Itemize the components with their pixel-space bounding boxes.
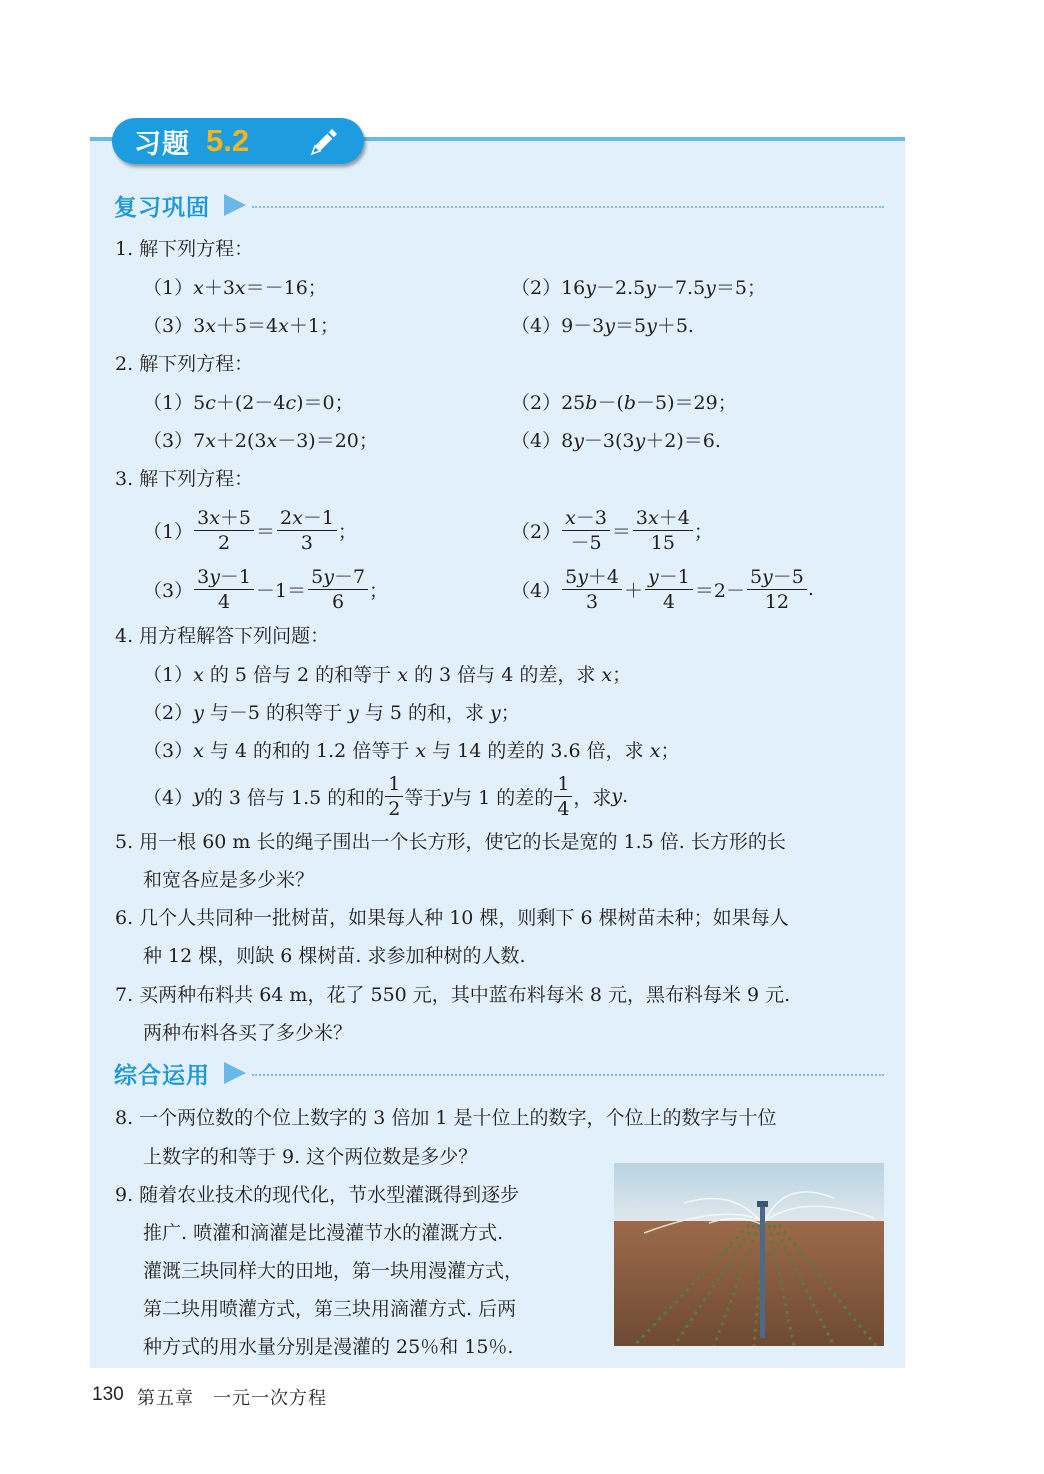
problem-2-1: （1）5c＋(2－4c)＝0；	[143, 392, 354, 414]
section-review	[114, 187, 884, 223]
problem-3-1: （1） $\frac{3x+5}{2}$ ＝ $\frac{2x-1}{3}$ ；	[143, 506, 357, 554]
fraction: $\frac{3x+4}{15}$	[633, 506, 693, 555]
section-apply	[114, 1055, 884, 1091]
problem-4-1: （1）x 的 5 倍与 2 的和等于 x 的 3 倍与 4 的差，求 x；	[143, 664, 632, 686]
triangle-arrow-icon	[224, 194, 246, 216]
problem-4-2: （2）y 与－5 的积等于 y 与 5 的和，求 y；	[143, 702, 520, 724]
pencil-icon	[306, 124, 342, 160]
page-number: 130	[92, 1384, 124, 1405]
problem-6-line-2: 种 12 棵，则缺 6 棵树苗. 求参加种树的人数.	[143, 945, 526, 967]
fraction: $\frac{1}{4}$	[554, 772, 572, 821]
problem-2-2: （2）25b－(b－5)＝29；	[511, 392, 737, 414]
problem-8-line-2: 上数字的和等于 9. 这个两位数是多少？	[143, 1146, 478, 1168]
chapter-title: 第五章 一元一次方程	[137, 1388, 327, 1409]
fraction: $\frac{5y+4}{3}$	[562, 565, 622, 614]
exercise-title-tab	[112, 118, 364, 164]
problem-3-3: （3） $\frac{3y-1}{4}$ －1＝ $\frac{5y-7}{6}$ ；	[143, 565, 389, 613]
problem-6-line-1: 6. 几个人共同种一批树苗，如果每人种 10 棵，则剩下 6 棵树苗未种；如果每人	[115, 907, 789, 929]
problem-1-2: （2）16y－2.5y－7.5y＝5；	[511, 277, 766, 299]
problem-9-line-5: 种方式的用水量分别是漫灌的 25％和 15％.	[143, 1336, 514, 1358]
fraction: $\frac{x-3}{-5}$	[562, 506, 610, 555]
problem-5-line-2: 和宽各应是多少米？	[143, 869, 315, 891]
problem-1-stem: 1. 解下列方程：	[115, 238, 254, 260]
problem-1-4: （4）9－3y＝5y＋5.	[511, 315, 694, 337]
fraction: $\frac{5y-7}{6}$	[308, 565, 368, 614]
sprinkler-irrigation-photo	[614, 1163, 884, 1346]
fraction: $\frac{2x-1}{3}$	[277, 506, 337, 555]
problem-1-3: （3）3x＋5＝4x＋1；	[143, 315, 339, 337]
problem-7-line-2: 两种布料各买了多少米？	[143, 1022, 353, 1044]
problem-9-line-1: 9. 随着农业技术的现代化，节水型灌溉得到逐步	[115, 1184, 520, 1206]
problem-5-line-1: 5. 用一根 60 m 长的绳子围出一个长方形，使它的长是宽的 1.5 倍. 长方形的长	[115, 831, 786, 853]
fraction: $\frac{3y-1}{4}$	[194, 565, 254, 614]
dotted-rule	[252, 206, 884, 208]
problem-4-3: （3）x 与 4 的和的 1.2 倍等于 x 与 14 的差的 3.6 倍，求 x；	[143, 740, 680, 762]
problem-4-4: （4） y 的 3 倍与 1.5 的和的 $\frac{1}{2}$ 等于 y 与 1 的差的 $\frac{1}{4}$ ，求 y .	[143, 772, 629, 820]
dotted-rule	[252, 1074, 884, 1076]
fraction: $\frac{y-1}{4}$	[645, 565, 693, 614]
section-review-label: 复习巩固	[114, 194, 210, 221]
problem-4-stem: 4. 用方程解答下列问题：	[115, 625, 330, 647]
problem-2-3: （3）7x＋2(3x－3)＝20；	[143, 430, 378, 452]
section-apply-label: 综合运用	[114, 1062, 210, 1089]
problem-1-1: （1）x＋3x＝－16；	[143, 277, 327, 299]
problem-9-line-3: 灌溉三块同样大的田地，第一块用漫灌方式，	[143, 1260, 524, 1282]
problem-8-line-1: 8. 一个两位数的个位上数字的 3 倍加 1 是十位上的数字，个位上的数字与十位	[115, 1107, 777, 1129]
exercise-title-label: 习题	[134, 128, 190, 160]
problem-9-line-2: 推广. 喷灌和滴灌是比漫灌节水的灌溉方式.	[143, 1222, 504, 1244]
problem-2-stem: 2. 解下列方程：	[115, 353, 254, 375]
problem-7-line-1: 7. 买两种布料共 64 m，花了 550 元，其中蓝布料每米 8 元，黑布料每米 9 元.	[115, 984, 791, 1006]
exercise-title-number: 5.2	[206, 123, 250, 158]
problem-3-2: （2） $\frac{x-3}{-5}$ ＝ $\frac{3x+4}{15}$ ；	[511, 506, 713, 554]
fraction: $\frac{1}{2}$	[385, 772, 403, 821]
problem-3-4: （4） $\frac{5y+4}{3}$ ＋ $\frac{y-1}{4}$ ＝2－ $\frac{5y-5}{12}$ .	[511, 565, 814, 613]
problem-9-line-4: 第二块用喷灌方式，第三块用滴灌方式. 后两	[143, 1298, 517, 1320]
problem-2-4: （4）8y－3(3y＋2)＝6.	[511, 430, 721, 452]
fraction: $\frac{5y-5}{12}$	[747, 565, 807, 614]
fraction: $\frac{3x+5}{2}$	[194, 506, 254, 555]
problem-3-stem: 3. 解下列方程：	[115, 468, 254, 490]
triangle-arrow-icon	[224, 1062, 246, 1084]
